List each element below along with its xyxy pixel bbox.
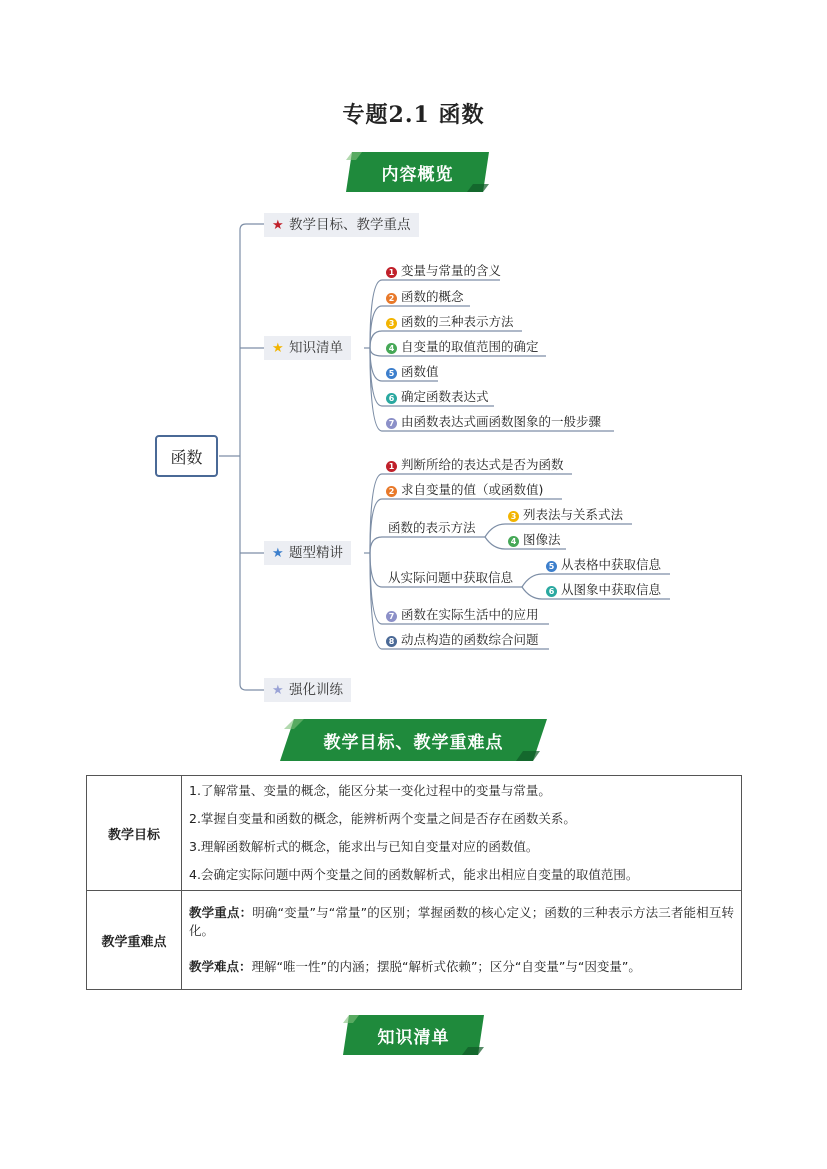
number-badge-icon: 4 <box>508 536 519 547</box>
goals-content-cell <box>182 776 742 891</box>
table-row <box>87 776 742 891</box>
type-item <box>386 455 564 475</box>
knowledge-item <box>386 287 464 307</box>
mindmap-root: 函数 <box>155 435 218 477</box>
section-banner-knowledge <box>343 1015 484 1055</box>
key-content-cell <box>182 891 742 990</box>
number-badge-icon: 1 <box>386 267 397 278</box>
type-item <box>386 630 539 650</box>
leaf-label: 列表法与关系式法 <box>523 507 624 522</box>
number-badge-icon: 5 <box>386 368 397 379</box>
section-banner-goals <box>280 719 547 761</box>
number-badge-icon: 4 <box>386 343 397 354</box>
type-group-representation: 函数的表示方法 <box>388 520 476 535</box>
document-title: 专题2.1 函数 <box>342 102 485 128</box>
number-badge-icon: 7 <box>386 418 397 429</box>
star-blue-icon: ★ <box>272 546 284 561</box>
star-red-icon: ★ <box>272 218 284 233</box>
branch-types <box>264 541 351 565</box>
type-item <box>508 505 623 525</box>
banner-label: 内容概览 <box>381 164 454 185</box>
leaf-label: 自变量的取值范围的确定 <box>401 339 539 354</box>
branch-goals <box>264 213 419 237</box>
number-badge-icon: 1 <box>386 461 397 472</box>
branch-training <box>264 678 351 702</box>
goal-line: 1.了解常量、变量的概念，能区分某一变化过程中的变量与常量。 <box>189 783 551 798</box>
number-badge-icon: 2 <box>386 293 397 304</box>
star-lavender-icon: ★ <box>272 683 284 698</box>
goals-header-cell: 教学目标 <box>87 776 182 891</box>
type-item <box>546 555 661 575</box>
banner-label: 教学目标、教学重难点 <box>323 732 504 753</box>
number-badge-icon: 2 <box>386 486 397 497</box>
number-badge-icon: 6 <box>546 586 557 597</box>
type-item <box>508 530 561 550</box>
goal-line: 2.掌握自变量和函数的概念，能辨析两个变量之间是否存在函数关系。 <box>189 811 576 826</box>
banner-label: 知识清单 <box>377 1027 450 1048</box>
goal-line: 3.理解函数解析式的概念，能求出与已知自变量对应的函数值。 <box>189 839 539 854</box>
knowledge-item <box>386 337 539 357</box>
knowledge-item <box>386 261 501 281</box>
leaf-label: 动点构造的函数综合问题 <box>401 632 539 647</box>
goal-line: 4.会确定实际问题中两个变量之间的函数解析式，能求出相应自变量的取值范围。 <box>189 867 639 882</box>
key-point-text: 明确“变量”与“常量”的区别；掌握函数的核心定义；函数的三种表示方法三者能相互转化。 <box>189 905 734 938</box>
leaf-label: 从表格中获取信息 <box>561 557 662 572</box>
number-badge-icon: 7 <box>386 611 397 622</box>
key-header-cell: 教学重难点 <box>87 891 182 990</box>
number-badge-icon: 6 <box>386 393 397 404</box>
type-item <box>546 580 661 600</box>
leaf-label: 确定函数表达式 <box>401 389 489 404</box>
knowledge-item <box>386 387 489 407</box>
leaf-label: 图像法 <box>523 532 561 547</box>
difficulty-point <box>183 955 740 979</box>
difficulty-text: 理解“唯一性”的内涵；摆脱“解析式依赖”；区分“自变量”与“因变量”。 <box>251 959 641 974</box>
number-badge-icon: 3 <box>508 511 519 522</box>
leaf-label: 函数的概念 <box>401 289 464 304</box>
knowledge-item <box>386 412 601 432</box>
number-badge-icon: 5 <box>546 561 557 572</box>
key-point-label: 教学重点： <box>189 905 253 920</box>
goals-table <box>86 775 742 990</box>
table-row <box>87 891 742 990</box>
branch-knowledge <box>264 336 351 360</box>
knowledge-item <box>386 362 439 382</box>
leaf-label: 函数在实际生活中的应用 <box>401 607 539 622</box>
key-point <box>183 901 740 943</box>
difficulty-label: 教学难点： <box>189 959 252 974</box>
knowledge-item <box>386 312 514 332</box>
leaf-label: 由函数表达式画函数图象的一般步骤 <box>401 414 602 429</box>
leaf-label: 变量与常量的含义 <box>401 263 502 278</box>
branch-label: 知识清单 <box>289 340 343 356</box>
branch-label: 强化训练 <box>289 682 343 698</box>
type-item <box>386 605 539 625</box>
leaf-label: 判断所给的表达式是否为函数 <box>401 457 564 472</box>
branch-label: 教学目标、教学重点 <box>289 217 411 233</box>
leaf-label: 函数的三种表示方法 <box>401 314 514 329</box>
star-yellow-icon: ★ <box>272 341 284 356</box>
branch-label: 题型精讲 <box>289 545 343 561</box>
leaf-label: 求自变量的值（或函数值) <box>401 482 544 497</box>
number-badge-icon: 8 <box>386 636 397 647</box>
type-group-info: 从实际问题中获取信息 <box>388 570 514 585</box>
number-badge-icon: 3 <box>386 318 397 329</box>
leaf-label: 从图象中获取信息 <box>561 582 662 597</box>
leaf-label: 函数值 <box>401 364 439 379</box>
type-item <box>386 480 543 500</box>
